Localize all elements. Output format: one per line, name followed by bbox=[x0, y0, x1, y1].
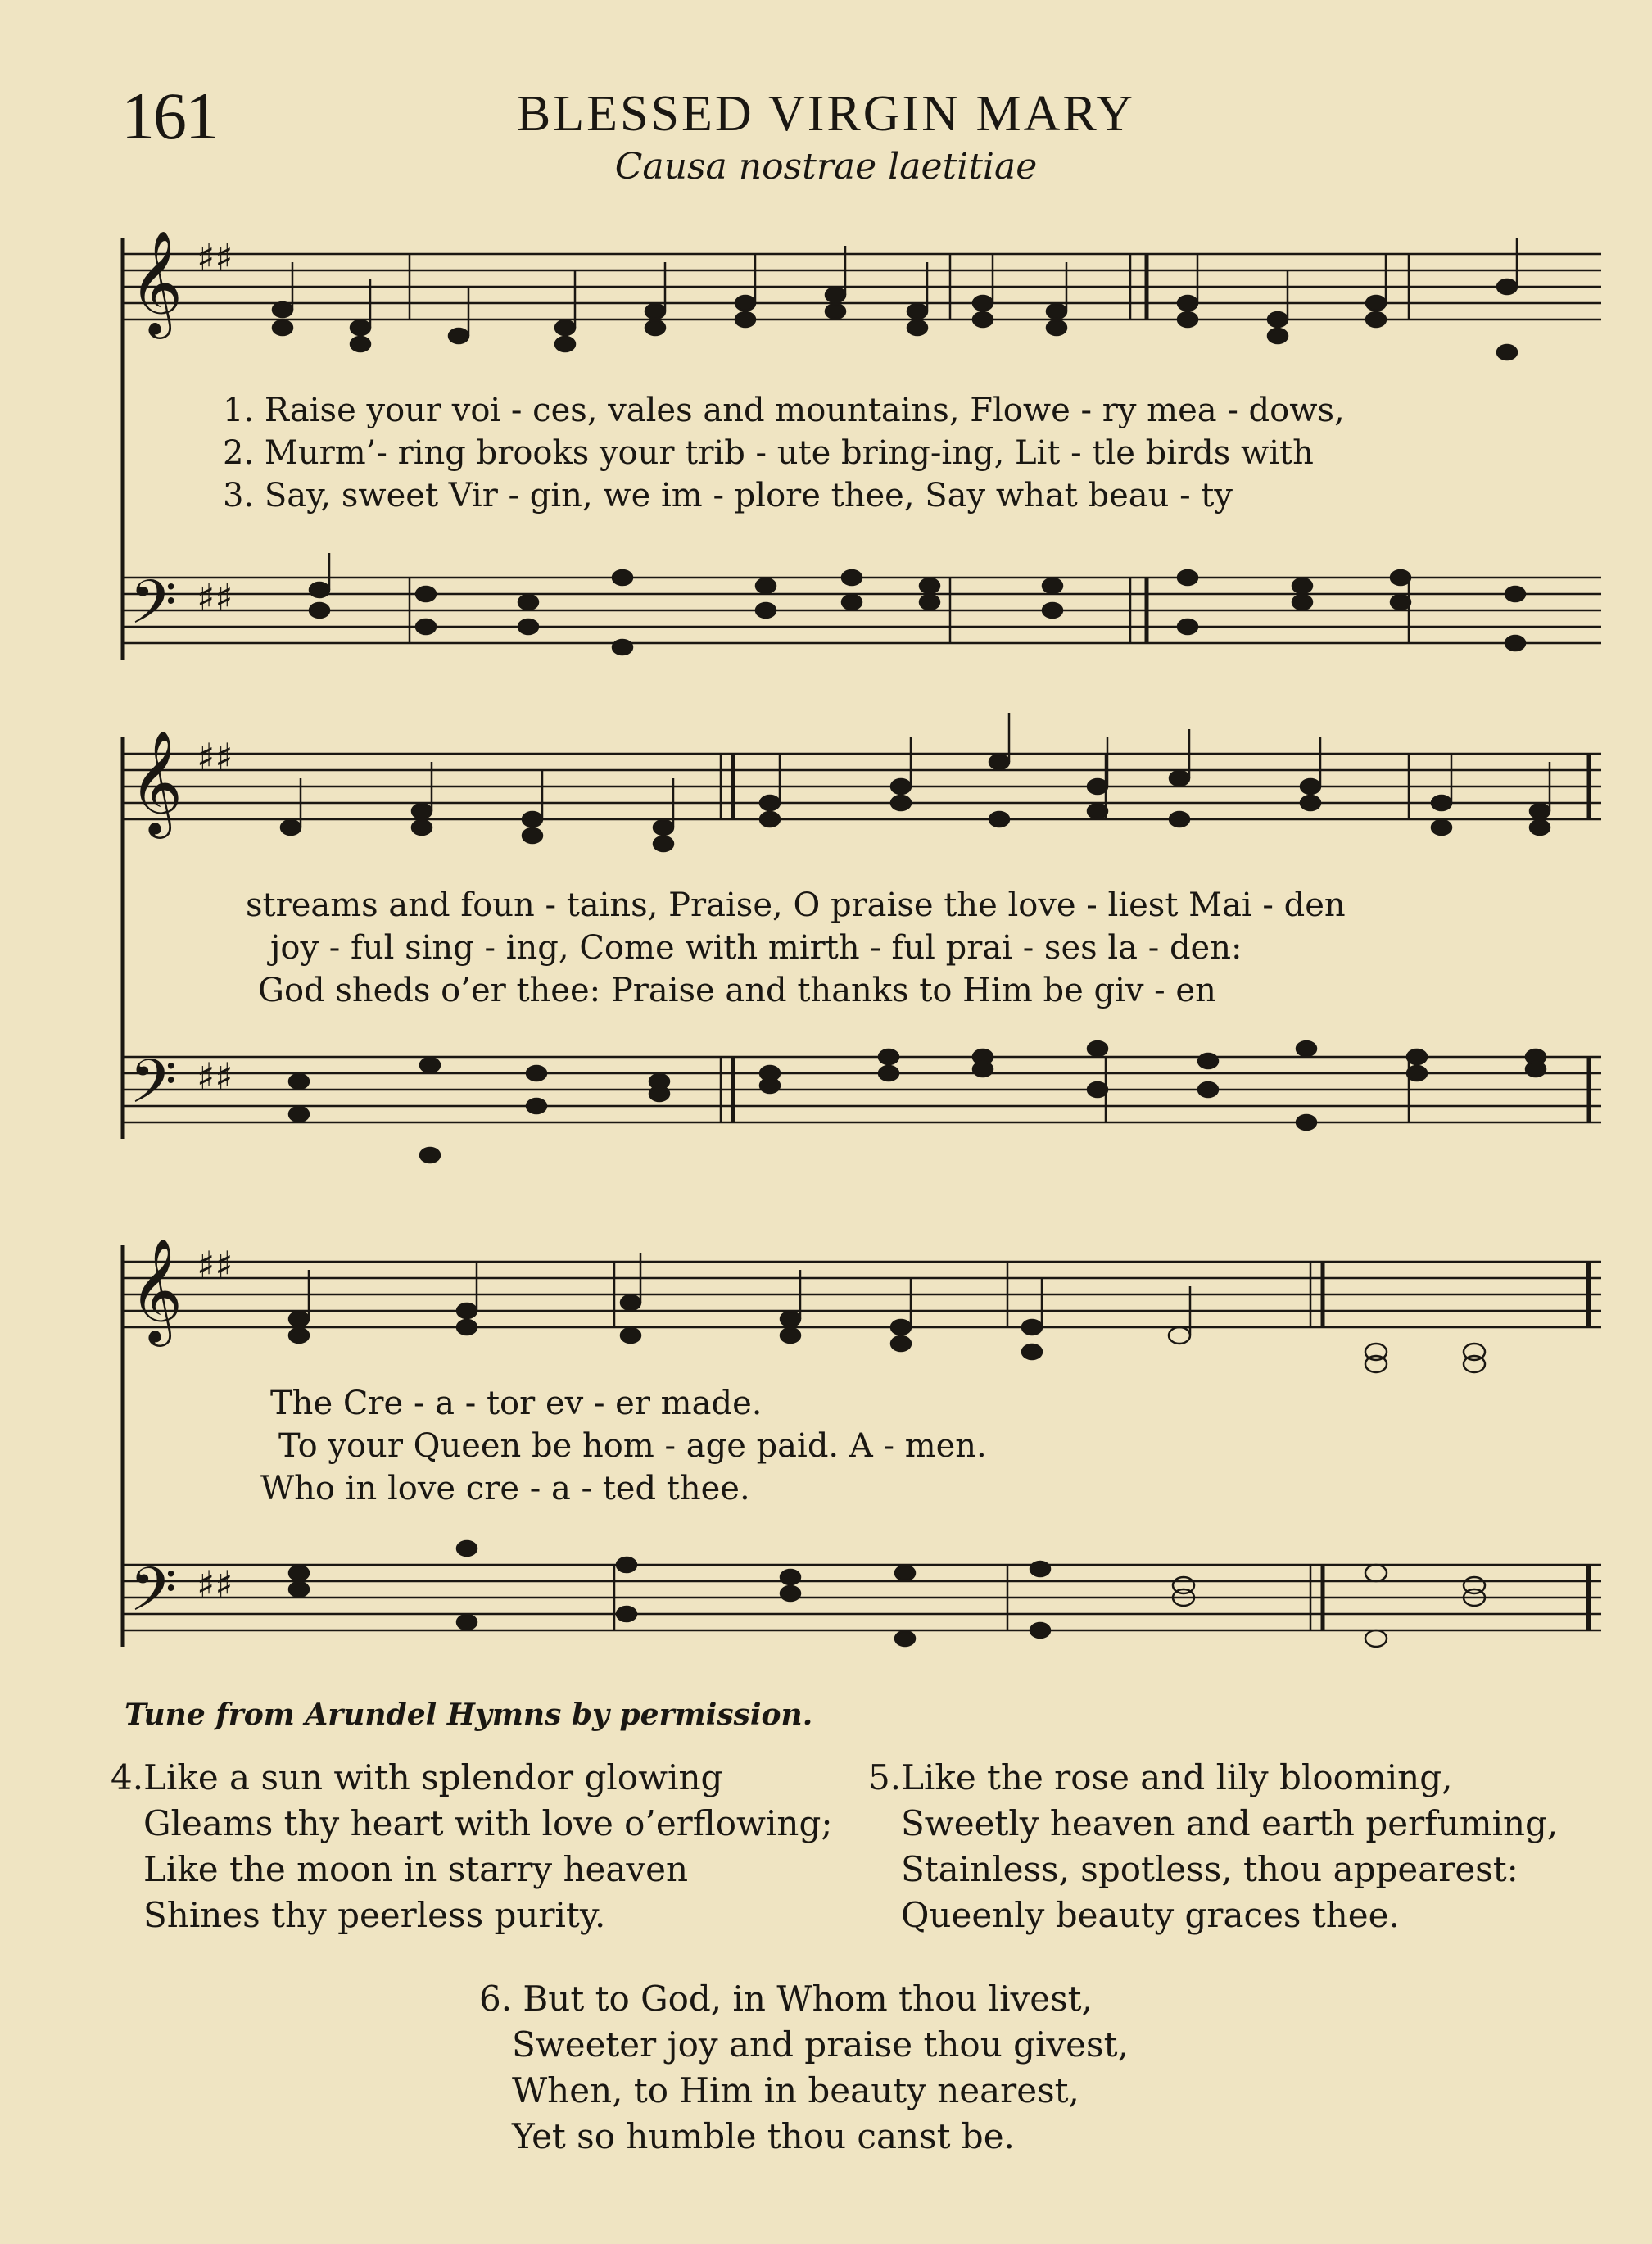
treble-clef-icon: 𝄞 bbox=[129, 229, 183, 334]
lyric-verse-1: streams and foun - tains, Praise, O praise the love - liest Mai - den bbox=[246, 886, 1346, 924]
stanza-line: Yet so humble thou canst be. bbox=[512, 2116, 1015, 2156]
lyric-verse-2: joy - ful sing - ing, Come with mirth - ful prai - ses la - den: bbox=[270, 929, 1242, 967]
lyric-verse-2: 2. Murm’- ring brooks your trib - ute bring-ing, Lit - tle birds with bbox=[223, 434, 1314, 472]
bass-clef-icon: 𝄢 bbox=[129, 1046, 177, 1132]
treble-notes bbox=[273, 238, 1517, 360]
hymn-number: 161 bbox=[121, 79, 217, 153]
key-signature-sharps-icon: ♯♯ bbox=[197, 235, 233, 279]
lyric-verse-1: The Cre - a - tor ev - er made. bbox=[270, 1385, 763, 1422]
bass-clef-icon: 𝄢 bbox=[129, 1554, 177, 1640]
key-signature-sharps-icon: ♯♯ bbox=[197, 1562, 233, 1607]
treble-clef-icon: 𝄞 bbox=[129, 1237, 183, 1342]
staff-svg-1 bbox=[0, 0, 1652, 705]
stanza-line: When, to Him in beauty nearest, bbox=[512, 2070, 1079, 2110]
stanza-4 bbox=[111, 1755, 833, 1938]
stanza-line: 4.Like a sun with splendor glowing bbox=[111, 1757, 723, 1797]
stanza-line: Queenly beauty graces thee. bbox=[901, 1895, 1400, 1935]
lyric-verse-3: 3. Say, sweet Vir - gin, we im - plore thee, Say what beau - ty bbox=[223, 477, 1233, 515]
stanza-line: Sweeter joy and praise thou givest, bbox=[512, 2024, 1129, 2065]
key-signature-sharps-icon: ♯♯ bbox=[197, 1054, 233, 1099]
stanza-6 bbox=[479, 1976, 1129, 2160]
stanza-5 bbox=[868, 1755, 1558, 1938]
stanza-line: Stainless, spotless, thou appearest: bbox=[901, 1849, 1518, 1889]
lyric-verse-2: To your Queen be hom - age paid. A - men. bbox=[278, 1427, 987, 1465]
key-signature-sharps-icon: ♯♯ bbox=[197, 1243, 233, 1287]
stanza-line: 5.Like the rose and lily blooming, bbox=[868, 1757, 1453, 1797]
hymn-title: BLESSED VIRGIN MARY bbox=[516, 86, 1136, 142]
bass-notes bbox=[289, 1041, 1546, 1163]
lyric-verse-3: Who in love cre - a - ted thee. bbox=[260, 1470, 750, 1507]
treble-notes bbox=[289, 1253, 1485, 1372]
bass-notes bbox=[310, 553, 1525, 655]
stanza-line: Gleams thy heart with love o’erflowing; bbox=[143, 1803, 833, 1843]
hymn-subtitle: Causa nostrae laetitiae bbox=[614, 146, 1038, 188]
lyric-verse-1: 1. Raise your voi - ces, vales and mountains, Flowe - ry mea - dows, bbox=[223, 392, 1345, 429]
key-signature-sharps-icon: ♯♯ bbox=[197, 575, 233, 619]
stanza-line: Shines thy peerless purity. bbox=[143, 1895, 606, 1935]
stanza-line: Sweetly heaven and earth perfuming, bbox=[901, 1803, 1559, 1843]
lyric-verse-3: God sheds o’er thee: Praise and thanks to Him be giv - en bbox=[258, 972, 1216, 1009]
tune-credit: Tune from Arundel Hymns by permission. bbox=[124, 1698, 813, 1732]
treble-clef-icon: 𝄞 bbox=[129, 729, 183, 834]
stanza-line: Like the moon in starry heaven bbox=[143, 1849, 689, 1889]
bass-clef-icon: 𝄢 bbox=[129, 567, 177, 653]
treble-notes bbox=[281, 713, 1550, 851]
key-signature-sharps-icon: ♯♯ bbox=[197, 735, 233, 779]
stanza-line: 6. But to God, in Whom thou livest, bbox=[479, 1979, 1093, 2019]
